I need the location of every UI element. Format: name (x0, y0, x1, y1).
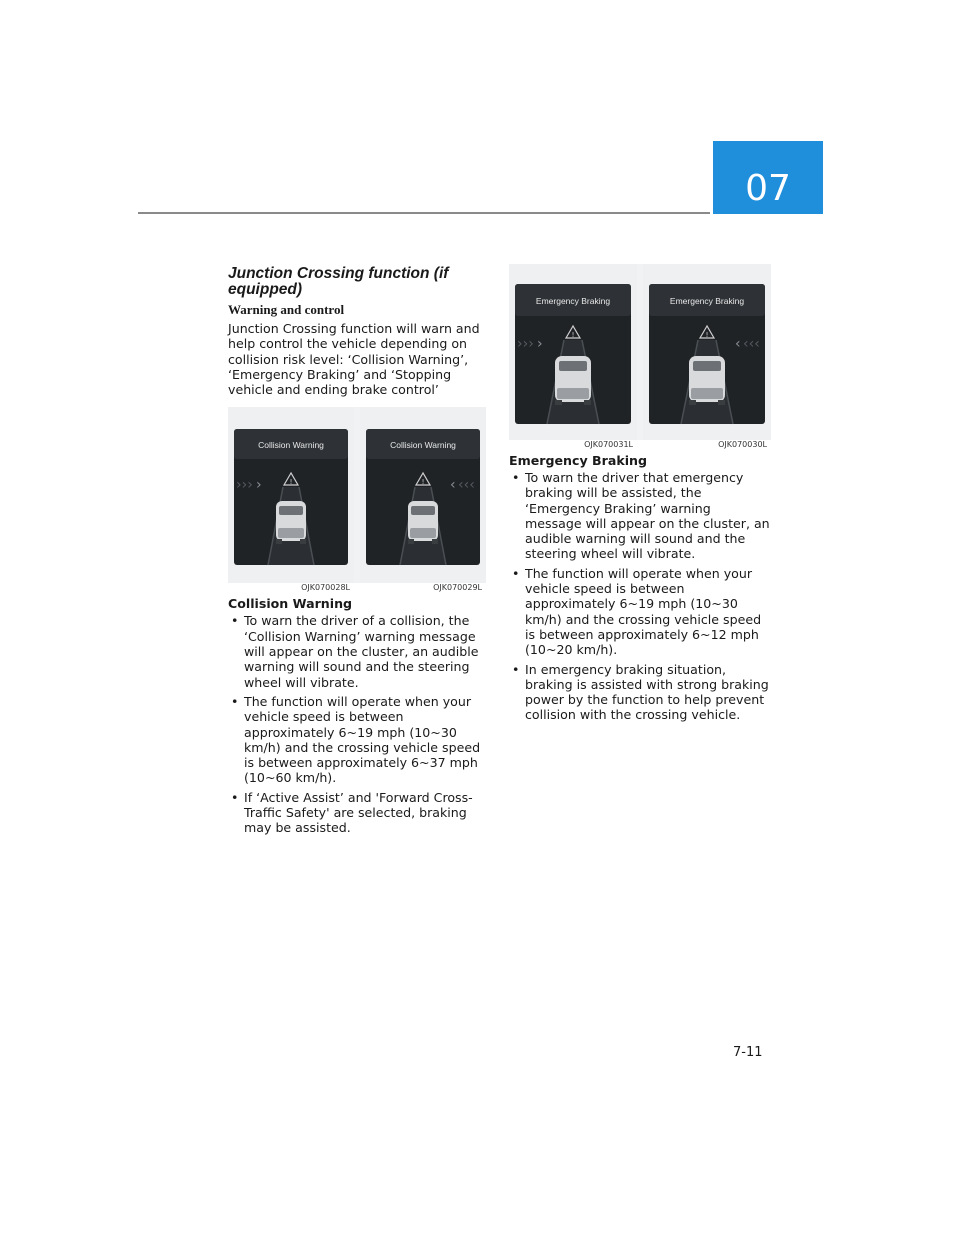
emergency-braking-list (509, 470, 771, 723)
screen-label: Collision Warning (258, 440, 324, 451)
collision-figure-left (228, 407, 354, 583)
screen-label: Emergency Braking (535, 296, 611, 306)
svg-text:›››: ››› (236, 477, 253, 494)
svg-text:›: › (256, 477, 262, 494)
svg-text:›: › (537, 336, 543, 352)
list-item: • In emergency braking situation, braking is assisted with strong braking power by the function to help prevent collision with the crossing vehicle. (509, 662, 771, 723)
collision-warning-heading: Collision Warning (228, 596, 353, 612)
list-item: • The function will operate when your vehicle speed is between approximately 6~19 mph (10~30 km/h) and the crossing vehicle speed is between approximately 6~12 mph (10~20 km/h). (509, 566, 771, 658)
svg-text:‹: ‹ (735, 336, 741, 352)
svg-text:›››: ››› (517, 336, 534, 352)
figure-code: OJK070028L (301, 583, 350, 593)
figure-code: OJK070031L (584, 440, 633, 449)
svg-text:‹: ‹ (450, 477, 456, 494)
list-item: • If ‘Active Assist’ and 'Forward Cross-Traffic Safety' are selected, braking may be assisted. (228, 790, 486, 836)
screen-label: Collision Warning (390, 440, 456, 451)
list-item: • To warn the driver of a collision, the ‘Collision Warning’ warning message will appear on the cluster, an audible warning will sound and the steering wheel will vibrate. (228, 613, 486, 689)
left-column (228, 264, 486, 840)
screen-label: Emergency Braking (669, 296, 745, 306)
figure-code: OJK070030L (718, 440, 767, 449)
collision-figure-right (360, 407, 486, 583)
chapter-tab: 07 (713, 141, 823, 214)
collision-figure-pair (228, 407, 486, 583)
figure-codes (509, 440, 771, 449)
svg-text:!: ! (421, 478, 425, 487)
braking-figure-left (509, 264, 637, 440)
cluster-screen-image (360, 407, 486, 583)
figure-code: OJK070029L (433, 583, 482, 593)
collision-warning-list (228, 613, 486, 835)
figure-codes (228, 583, 486, 592)
svg-text:!: ! (289, 478, 293, 487)
emergency-braking-heading: Emergency Braking (509, 453, 648, 468)
collision-figure (228, 407, 486, 592)
right-column (509, 264, 771, 727)
section-subtitle: Warning and control (228, 302, 345, 317)
braking-figure-pair (509, 264, 771, 440)
braking-figure (509, 264, 771, 449)
section-title: Junction Crossing function (if equipped) (228, 265, 449, 298)
cluster-screen-image (228, 407, 354, 583)
cluster-screen-image (643, 264, 771, 440)
svg-text:!: ! (705, 331, 709, 339)
svg-text:!: ! (571, 331, 575, 339)
page-number: 7-11 (733, 1045, 763, 1060)
header-rule (138, 212, 710, 214)
braking-figure-right (643, 264, 771, 440)
cluster-screen-image (509, 264, 637, 440)
list-item: • To warn the driver that emergency braking will be assisted, the ‘Emergency Braking’ warning message will appear on the cluster, an audible warning will sound and the steering wheel will vibrate. (509, 470, 771, 562)
svg-text:‹‹‹: ‹‹‹ (743, 336, 760, 352)
svg-text:‹‹‹: ‹‹‹ (458, 477, 475, 494)
list-item: • The function will operate when your vehicle speed is between approximately 6~19 mph (10~30 km/h) and the crossing vehicle speed is between approximately 6~37 mph (10~60 km/h). (228, 694, 486, 786)
intro-paragraph: Junction Crossing function will warn and help control the vehicle depending on collision risk level: ‘Collision Warning’, ‘Emergency Braking’ and ‘Stopping vehicle and ending brake control’ (228, 321, 480, 398)
